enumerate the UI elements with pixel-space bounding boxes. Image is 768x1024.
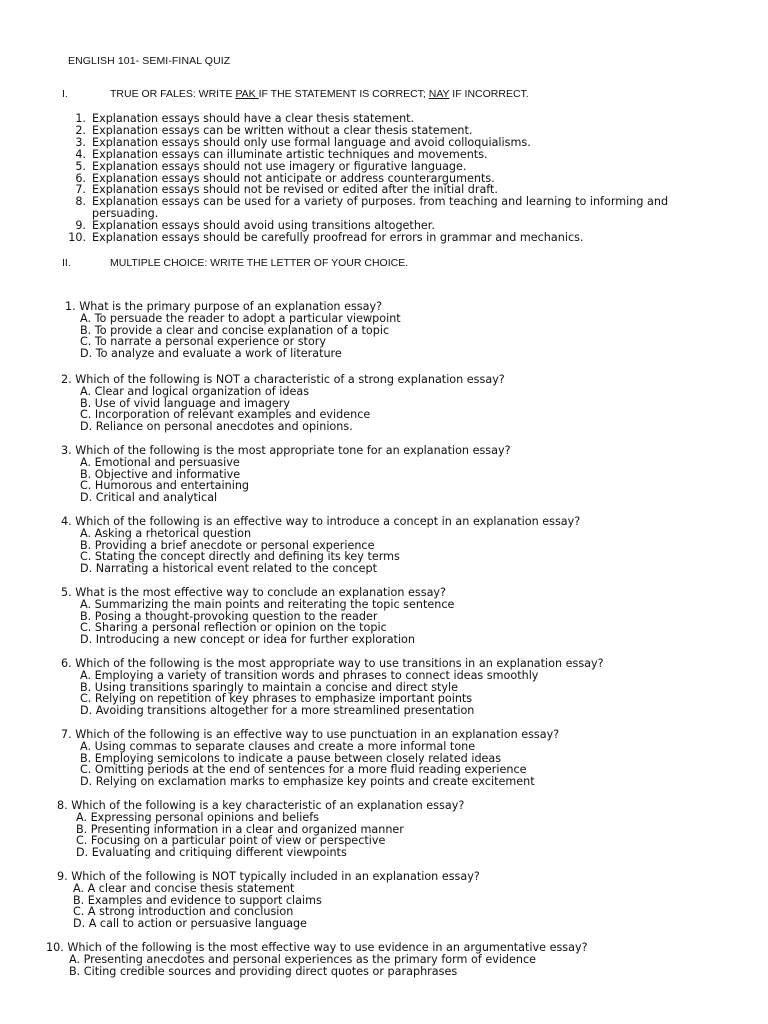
item-number: 3.: [75, 135, 86, 149]
question-text: 8. Which of the following is a key characteristic of an explanation essay?: [57, 799, 465, 812]
option-b: B. Posing a thought-provoking question to the reader: [80, 609, 378, 623]
option-c: C. Focusing on a particular point of view or perspective: [76, 834, 386, 848]
section-2-instruction: MULTIPLE CHOICE: WRITE THE LETTER OF YOUR CHOICE.: [110, 257, 409, 269]
section-1-number: I.: [62, 88, 68, 100]
option-b: B. Using transitions sparingly to maintain a concise and direct style: [80, 680, 459, 694]
option-b: B. Examples and evidence to support claims: [73, 893, 322, 907]
question-text: 4. Which of the following is an effective way to introduce a concept in an explanation essay?: [61, 515, 581, 528]
nay-keyword: NAY: [428, 88, 450, 100]
tf-item: [60, 161, 720, 173]
page-title: ENGLISH 101- SEMI-FINAL QUIZ: [68, 55, 231, 67]
option-d: D. To analyze and evaluate a work of literature: [80, 347, 342, 361]
question-text: 2. Which of the following is NOT a characteristic of a strong explanation essay?: [61, 373, 505, 386]
instruction-part: TRUE OR FALES: WRITE: [110, 88, 236, 100]
item-number: 7.: [75, 183, 86, 197]
option-a: A. Asking a rhetorical question: [80, 526, 252, 540]
section-2-number: II.: [62, 257, 71, 269]
mc-question: [57, 800, 464, 859]
item-text: Explanation essays can be written without a clear thesis statement.: [92, 123, 473, 137]
option-c: C. Omitting periods at the end of sentences for a more fluid reading experience: [80, 763, 527, 777]
question-text: 5. What is the most effective way to conclude an explanation essay?: [61, 586, 446, 599]
option-b: B. Objective and informative: [80, 467, 241, 481]
option-d: D. Introducing a new concept or idea for further exploration: [80, 633, 415, 647]
instruction-part: IF THE STATEMENT IS CORRECT;: [258, 88, 429, 100]
question-text: 9. Which of the following is NOT typically included in an explanation essay?: [57, 870, 480, 883]
option-b: B. Presenting information in a clear and organized manner: [76, 822, 404, 836]
instruction-part: IF INCORRECT.: [449, 88, 529, 100]
true-false-list: [60, 113, 720, 244]
item-text: Explanation essays should be carefully proofread for errors in grammar and mechanics.: [92, 231, 584, 245]
option-c: C. Relying on repetition of key phrases to emphasize important points: [80, 692, 473, 706]
option-b: B. Employing semicolons to indicate a pause between closely related ideas: [80, 751, 502, 765]
option-c: C. A strong introduction and conclusion: [73, 905, 294, 919]
item-number: 10.: [68, 231, 86, 245]
item-text: Explanation essays should avoid using transitions altogether.: [92, 219, 435, 233]
option-c: C. Sharing a personal reflection or opinion on the topic: [80, 621, 387, 635]
item-text: Explanation essays should not be revised or edited after the initial draft.: [92, 183, 498, 197]
option-a: A. Emotional and persuasive: [80, 455, 240, 469]
question-text: 3. Which of the following is the most appropriate tone for an explanation essay?: [61, 444, 511, 457]
option-a: A. A clear and concise thesis statement: [73, 881, 295, 895]
mc-question: [61, 658, 604, 717]
option-b: B. Use of vivid language and imagery: [80, 396, 291, 410]
option-b: B. Citing credible sources and providing direct quotes or paraphrases: [69, 964, 458, 978]
item-text: Explanation essays should not anticipate or address counterarguments.: [92, 171, 495, 185]
mc-question: [61, 374, 505, 433]
item-text: Explanation essays should only use formal language and avoid colloquialisms.: [92, 135, 531, 149]
option-a: A. Expressing personal opinions and beliefs: [76, 810, 320, 824]
option-d: D. Relying on exclamation marks to emphasize key points and create excitement: [80, 775, 535, 789]
option-c: C. Stating the concept directly and defining its key terms: [80, 550, 400, 564]
option-c: C. Incorporation of relevant examples and evidence: [80, 408, 371, 422]
item-number: 9.: [75, 219, 86, 233]
option-a: A. To persuade the reader to adopt a particular viewpoint: [80, 311, 401, 325]
pak-keyword: PAK: [235, 88, 259, 100]
mc-question: [61, 516, 580, 575]
mc-question: [65, 301, 401, 360]
tf-item: [60, 149, 720, 161]
option-d: D. Narrating a historical event related to the concept: [80, 562, 377, 576]
option-a: A. Presenting anecdotes and personal experiences as the primary form of evidence: [69, 952, 537, 966]
option-a: A. Clear and logical organization of ideas: [80, 384, 310, 398]
item-number: 6.: [75, 171, 86, 185]
item-number: 8.: [75, 195, 86, 209]
question-text: 1. What is the primary purpose of an explanation essay?: [65, 300, 383, 313]
option-a: A. Employing a variety of transition words and phrases to connect ideas smoothly: [80, 668, 539, 682]
question-text: 10. Which of the following is the most effective way to use evidence in an argumentative essay?: [46, 941, 588, 954]
question-text: 6. Which of the following is the most appropriate way to use transitions in an explanation essay?: [61, 657, 604, 670]
mc-question: [61, 587, 454, 646]
tf-item: [60, 232, 720, 244]
option-d: D. Evaluating and critiquing different viewpoints: [76, 846, 347, 860]
item-number: 5.: [75, 159, 86, 173]
item-number: 2.: [75, 123, 86, 137]
tf-item: [60, 137, 720, 149]
item-text: Explanation essays should not use imagery or figurative language.: [92, 159, 467, 173]
option-b: B. Providing a brief anecdote or personal experience: [80, 538, 375, 552]
option-c: C. To narrate a personal experience or story: [80, 335, 327, 349]
item-number: 1.: [75, 112, 86, 125]
item-text: Explanation essays should have a clear thesis statement.: [92, 112, 415, 125]
option-c: C. Humorous and entertaining: [80, 479, 250, 493]
question-text: 7. Which of the following is an effective way to use punctuation in an explanation essay?: [61, 728, 560, 741]
option-d: D. Reliance on personal anecdotes and opinions.: [80, 420, 353, 434]
mc-question: [61, 729, 559, 788]
option-d: D. Avoiding transitions altogether for a more streamlined presentation: [80, 704, 475, 718]
section-1-instruction: [110, 88, 529, 100]
mc-question: [57, 871, 480, 930]
item-text: Explanation essays can illuminate artistic techniques and movements.: [92, 147, 488, 161]
option-a: A. Using commas to separate clauses and create a more informal tone: [80, 739, 476, 753]
mc-question: [61, 445, 511, 504]
option-b: B. To provide a clear and concise explanation of a topic: [80, 323, 390, 337]
item-number: 4.: [75, 147, 86, 161]
option-a: A. Summarizing the main points and reiterating the topic sentence: [80, 597, 455, 611]
option-d: D. Critical and analytical: [80, 491, 218, 505]
option-d: D. A call to action or persuasive language: [73, 917, 307, 931]
tf-item: [60, 196, 720, 220]
item-text: Explanation essays can be used for a variety of purposes. from teaching and learning to informing and persuading.: [92, 195, 669, 221]
mc-question: [46, 942, 588, 977]
